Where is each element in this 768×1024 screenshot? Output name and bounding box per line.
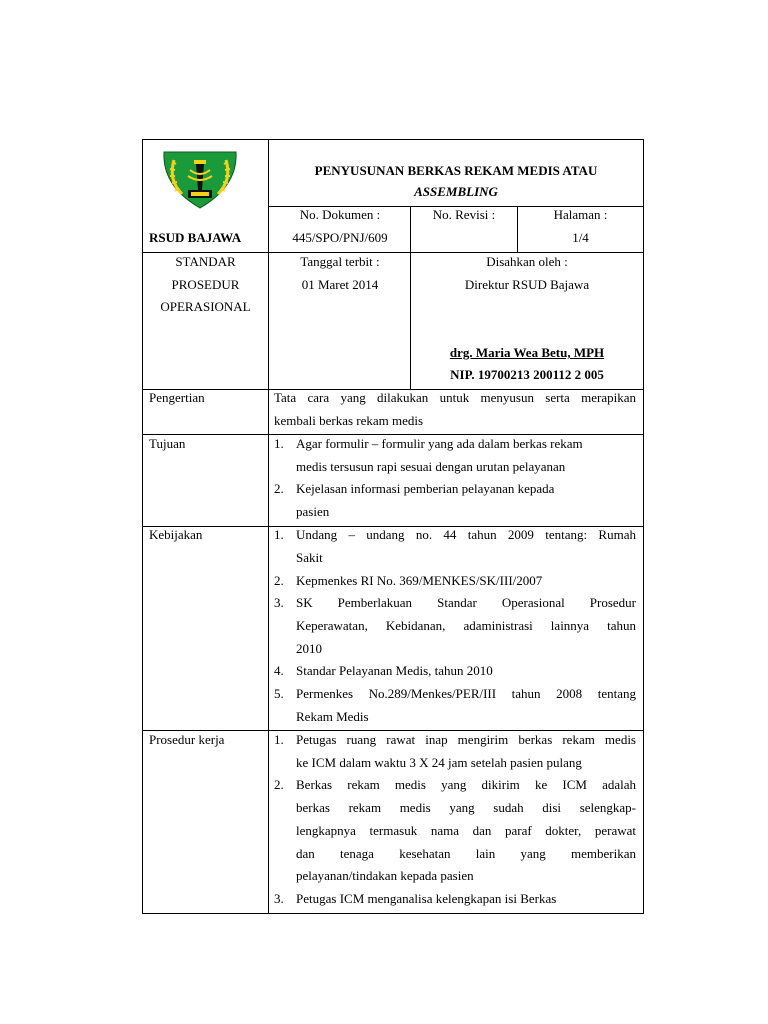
list-item-line: Undang – undang no. 44 tahun 2009 tentang: Rumah (296, 527, 636, 542)
doc-number-value: 445/SPO/PNJ/609 (292, 230, 388, 245)
table-border-top (142, 139, 644, 140)
list-item-line: Kepmenkes RI No. 369/MENKES/SK/III/2007 (296, 573, 543, 588)
section-label-pengertian: Pengertian (149, 390, 205, 405)
doc-type-line2: PROSEDUR (171, 277, 240, 292)
signer-name: drg. Maria Wea Betu, MPH (449, 345, 605, 360)
list-item-line: lengkapnya termasuk nama dan paraf dokter, perawat (296, 823, 636, 838)
list-item-line: Petugas ICM menganalisa kelengkapan isi Berkas (296, 891, 557, 906)
list-number: 2. (274, 481, 284, 496)
list-item-line: Rekam Medis (296, 709, 369, 724)
list-item-line: Kejelasan informasi pemberian pelayanan kepada (296, 481, 555, 496)
list-number: 3. (274, 891, 284, 906)
approved-label: Disahkan oleh : (486, 254, 568, 269)
hospital-name: RSUD BAJAWA (149, 230, 242, 245)
list-item-line: Agar formulir – formulir yang ada dalam berkas rekam (296, 436, 583, 451)
page-label: Halaman : (553, 207, 608, 222)
row-divider (142, 252, 644, 253)
document-subtitle: ASSEMBLING (414, 184, 498, 199)
doc-type-line1: STANDAR (175, 254, 236, 269)
list-number: 5. (274, 686, 284, 701)
list-item-line: Permenkes No.289/Menkes/PER/III tahun 2008 tentang (296, 686, 636, 701)
list-item-line: 2010 (296, 641, 322, 656)
list-item-line: ke ICM dalam waktu 3 X 24 jam setelah pasien pulang (296, 755, 582, 770)
column-divider (410, 206, 411, 390)
section-label-tujuan: Tujuan (149, 436, 186, 451)
list-item-line: pasien (296, 504, 330, 519)
list-number: 1. (274, 436, 284, 451)
pengertian-line: Tata cara yang dilakukan untuk menyusun serta merapikan (274, 390, 636, 405)
list-item-line: Petugas ruang rawat inap mengirim berkas rekam medis (296, 732, 636, 747)
row-divider (142, 434, 644, 435)
list-number: 1. (274, 527, 284, 542)
list-item-line: SK Pemberlakuan Standar Operasional Prosedur (296, 595, 636, 610)
issue-date-value: 01 Maret 2014 (301, 277, 379, 292)
list-item-line: Berkas rekam medis yang dikirim ke ICM adalah (296, 777, 636, 792)
section-label-kebijakan: Kebijakan (149, 527, 203, 542)
doc-type-line3: OPERASIONAL (160, 299, 251, 314)
list-number: 2. (274, 573, 284, 588)
list-item-line: berkas rekam medis yang sudah disi selengkap- (296, 800, 636, 815)
list-item-line: Standar Pelayanan Medis, tahun 2010 (296, 663, 493, 678)
row-divider (142, 730, 644, 731)
list-number: 2. (274, 777, 284, 792)
signer-nip: NIP. 19700213 200112 2 005 (450, 367, 604, 382)
table-border-bottom (142, 913, 644, 914)
issue-date-label: Tanggal terbit : (300, 254, 380, 269)
document-title: PENYUSUNAN BERKAS REKAM MEDIS ATAU (314, 163, 598, 178)
list-item-line: medis tersusun rapi sesuai dengan urutan pelayanan (296, 459, 566, 474)
list-number: 4. (274, 663, 284, 678)
list-number: 3. (274, 595, 284, 610)
revision-label: No. Revisi : (432, 207, 496, 222)
page-value: 1/4 (572, 230, 589, 245)
list-item-line: Keperawatan, Kebidanan, adaministrasi lainnya tahun (296, 618, 636, 633)
doc-number-label: No. Dokumen : (299, 207, 381, 222)
rsud-bajawa-emblem-icon (160, 146, 240, 210)
approver-title: Direktur RSUD Bajawa (464, 277, 590, 292)
list-number: 1. (274, 732, 284, 747)
list-item-line: Sakit (296, 550, 323, 565)
section-label-prosedur: Prosedur kerja (149, 732, 225, 747)
list-item-line: dan tenaga kesehatan lain yang memberikan (296, 846, 636, 861)
pengertian-line: kembali berkas rekam medis (274, 413, 424, 428)
list-item-line: pelayanan/tindakan kepada pasien (296, 868, 474, 883)
